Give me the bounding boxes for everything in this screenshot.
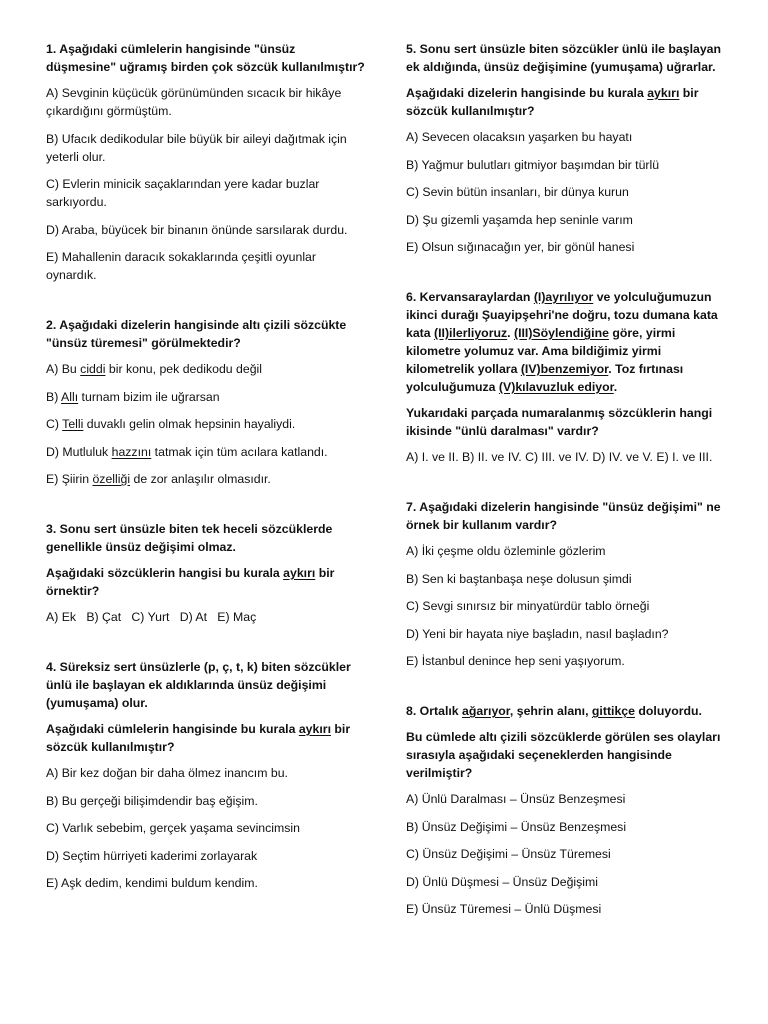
option-e[interactable]: E) Ünsüz Türemesi – Ünlü Düşmesi: [406, 902, 602, 916]
underlined-word: ciddi: [80, 362, 106, 376]
option-d[interactable]: D) Mutluluk hazzını tatmak için tüm acılara katlandı.: [46, 444, 328, 459]
option-d[interactable]: D) Yeni bir hayata niye başladın, nasıl başladın?: [406, 626, 669, 641]
option-e[interactable]: E) Olsun sığınacağın yer, bir gönül hanesi: [406, 240, 635, 254]
option-c[interactable]: C) Sevgi sınırsız bir minyatürdür tablo örneği: [406, 599, 650, 613]
option-e[interactable]: E) İstanbul denince hep seni yaşıyorum.: [406, 654, 625, 668]
option-b[interactable]: B) Bu gerçeği bilişimdendir baş eğişim.: [46, 793, 258, 808]
underlined-word: Allı: [61, 389, 79, 404]
question-4: [46, 658, 368, 892]
underlined-word: ağarıyor: [462, 704, 510, 718]
option-a[interactable]: A) Bir kez doğan bir daha ölmez inancım bu.: [46, 766, 288, 780]
underlined-word: aykırı: [283, 566, 316, 580]
question-5: [406, 40, 730, 256]
numbered-word-1: (I)ayrılıyor: [533, 290, 594, 304]
option-b[interactable]: B) Allı turnam bizim ile uğrarsan: [46, 389, 220, 404]
right-column: [406, 40, 730, 918]
option-e[interactable]: E) Şiirin özelliği de zor anlaşılır olmasıdır.: [46, 472, 271, 486]
question-8: [406, 702, 730, 918]
option-d[interactable]: D) Seçtim hürriyeti kaderimi zorlayarak: [46, 848, 258, 863]
option-a[interactable]: A) Ünlü Daralması – Ünsüz Benzeşmesi: [406, 792, 626, 806]
question-7: [406, 498, 730, 670]
options-inline[interactable]: A) I. ve II. B) II. ve IV. C) III. ve IV. D) IV. ve V. E) I. ve III.: [406, 450, 713, 464]
question-2: [46, 316, 368, 488]
left-column: [46, 40, 368, 892]
option-e[interactable]: E) Aşk dedim, kendimi buldum kendim.: [46, 876, 258, 890]
option-c[interactable]: C) Sevin bütün insanları, bir dünya kurun: [406, 185, 629, 199]
underlined-word: Telli: [62, 417, 84, 431]
question-stem: Aşağıdaki dizelerin hangisinde bu kurala aykırı bir sözcük kullanılmıştır?: [406, 86, 699, 118]
question-stem: Aşağıdaki cümlelerin hangisinde bu kurala aykırı bir sözcük kullanılmıştır?: [46, 722, 351, 754]
option-d[interactable]: D) Araba, büyücek bir binanın önünde sarsılarak durdu.: [46, 222, 348, 237]
question-stem: Bu cümlede altı çizili sözcüklerde görülen ses olayları sırasıyla aşağıdaki seçeneklerden hangisinde verilmiştir?: [406, 730, 721, 780]
option-d[interactable]: D) Ünlü Düşmesi – Ünsüz Değişimi: [406, 874, 599, 889]
option-b[interactable]: B) Ufacık dedikodular bile büyük bir aileyi dağıtmak için yeterli olur.: [46, 131, 347, 164]
option-c[interactable]: C) Evlerin minicik saçaklarından yere kadar buzlar sarkıyordu.: [46, 177, 320, 209]
option-a[interactable]: A) Bu ciddi bir konu, pek dedikodu değil: [46, 362, 263, 376]
question-intro: 3. Sonu sert ünsüzle biten tek heceli sözcüklerde genellikle ünsüz değişimi olmaz.: [46, 522, 333, 554]
question-stem: 2. Aşağıdaki dizelerin hangisinde altı çizili sözcükte "ünsüz türemesi" görülmektedir?: [46, 318, 347, 350]
option-d[interactable]: D) Şu gizemli yaşamda hep seninle varım: [406, 212, 633, 227]
underlined-word: aykırı: [647, 86, 680, 100]
underlined-word: gittikçe: [591, 704, 635, 718]
option-a[interactable]: A) Sevginin küçücük görünümünden sıcacık bir hikâye çıkardığını görmüştüm.: [46, 86, 342, 118]
numbered-word-2: (II)ilerliyoruz: [434, 326, 508, 340]
underlined-word: hazzını: [111, 444, 152, 459]
options-inline[interactable]: A) Ek B) Çat C) Yurt D) At E) Maç: [46, 610, 257, 624]
option-c[interactable]: C) Telli duvaklı gelin olmak hepsinin hayaliydi.: [46, 417, 296, 431]
question-intro: 4. Süreksiz sert ünsüzlerle (p, ç, t, k) biten sözcükler ünlü ile başlayan ek aldıklarında ünsüz değişimi (yumuşama) olur.: [46, 660, 351, 710]
numbered-word-5: (V)kılavuzluk ediyor: [498, 380, 614, 394]
numbered-word-3: (III)Söylendiğine: [513, 326, 609, 340]
underlined-word: aykırı: [298, 722, 331, 736]
question-3: [46, 520, 368, 626]
question-6: [406, 288, 730, 466]
question-1: [46, 40, 368, 284]
option-b[interactable]: B) Yağmur bulutları gitmiyor başımdan bir türlü: [406, 157, 660, 172]
underlined-word: özelliği: [92, 472, 131, 486]
question-stem: 1. Aşağıdaki cümlelerin hangisinde "ünsüz düşmesine" uğramış birden çok sözcük kullanılmıştır?: [46, 42, 365, 74]
question-intro: 5. Sonu sert ünsüzle biten sözcükler ünlü ile başlayan ek aldığında, ünsüz değişimine (yumuşama) uğrarlar.: [406, 42, 722, 74]
option-b[interactable]: B) Sen ki baştanbaşa neşe dolusun şimdi: [406, 571, 632, 586]
option-c[interactable]: C) Ünsüz Değişimi – Ünsüz Türemesi: [406, 847, 611, 861]
question-passage: 6. Kervansaraylardan (I)ayrılıyor ve yolculuğumuzun ikinci durağı Şuayipşehri'ne doğru, tozu dumana kata kata (II)ilerliyoruz. (III)Söylendiğine göre, yirmi kilometre yolumuz var. Ama bildiğimiz yirmi kilometrelik yollara (IV)benzemiyor. Toz fırtınası yolculuğumuza (V)kılavuzluk ediyor.: [406, 290, 718, 394]
question-stem: 7. Aşağıdaki dizelerin hangisinde "ünsüz değişimi" ne örnek bir kullanım vardır?: [406, 500, 721, 532]
question-sentence: 8. Ortalık ağarıyor, şehrin alanı, gittikçe doluyordu.: [406, 704, 702, 718]
option-c[interactable]: C) Varlık sebebim, gerçek yaşama sevincimsin: [46, 821, 300, 835]
question-stem: Yukarıdaki parçada numaralanmış sözcüklerin hangi ikisinde "ünlü daralması" vardır?: [406, 406, 713, 438]
option-a[interactable]: A) Sevecen olacaksın yaşarken bu hayatı: [406, 130, 633, 144]
option-a[interactable]: A) İki çeşme oldu özleminle gözlerim: [406, 544, 606, 558]
numbered-word-4: (IV)benzemiyor: [520, 362, 609, 376]
option-b[interactable]: B) Ünsüz Değişimi – Ünsüz Benzeşmesi: [406, 819, 627, 834]
option-e[interactable]: E) Mahallenin daracık sokaklarında çeşitli oyunlar oynardık.: [46, 250, 316, 282]
question-stem: Aşağıdaki sözcüklerin hangisi bu kurala aykırı bir örnektir?: [46, 566, 335, 598]
